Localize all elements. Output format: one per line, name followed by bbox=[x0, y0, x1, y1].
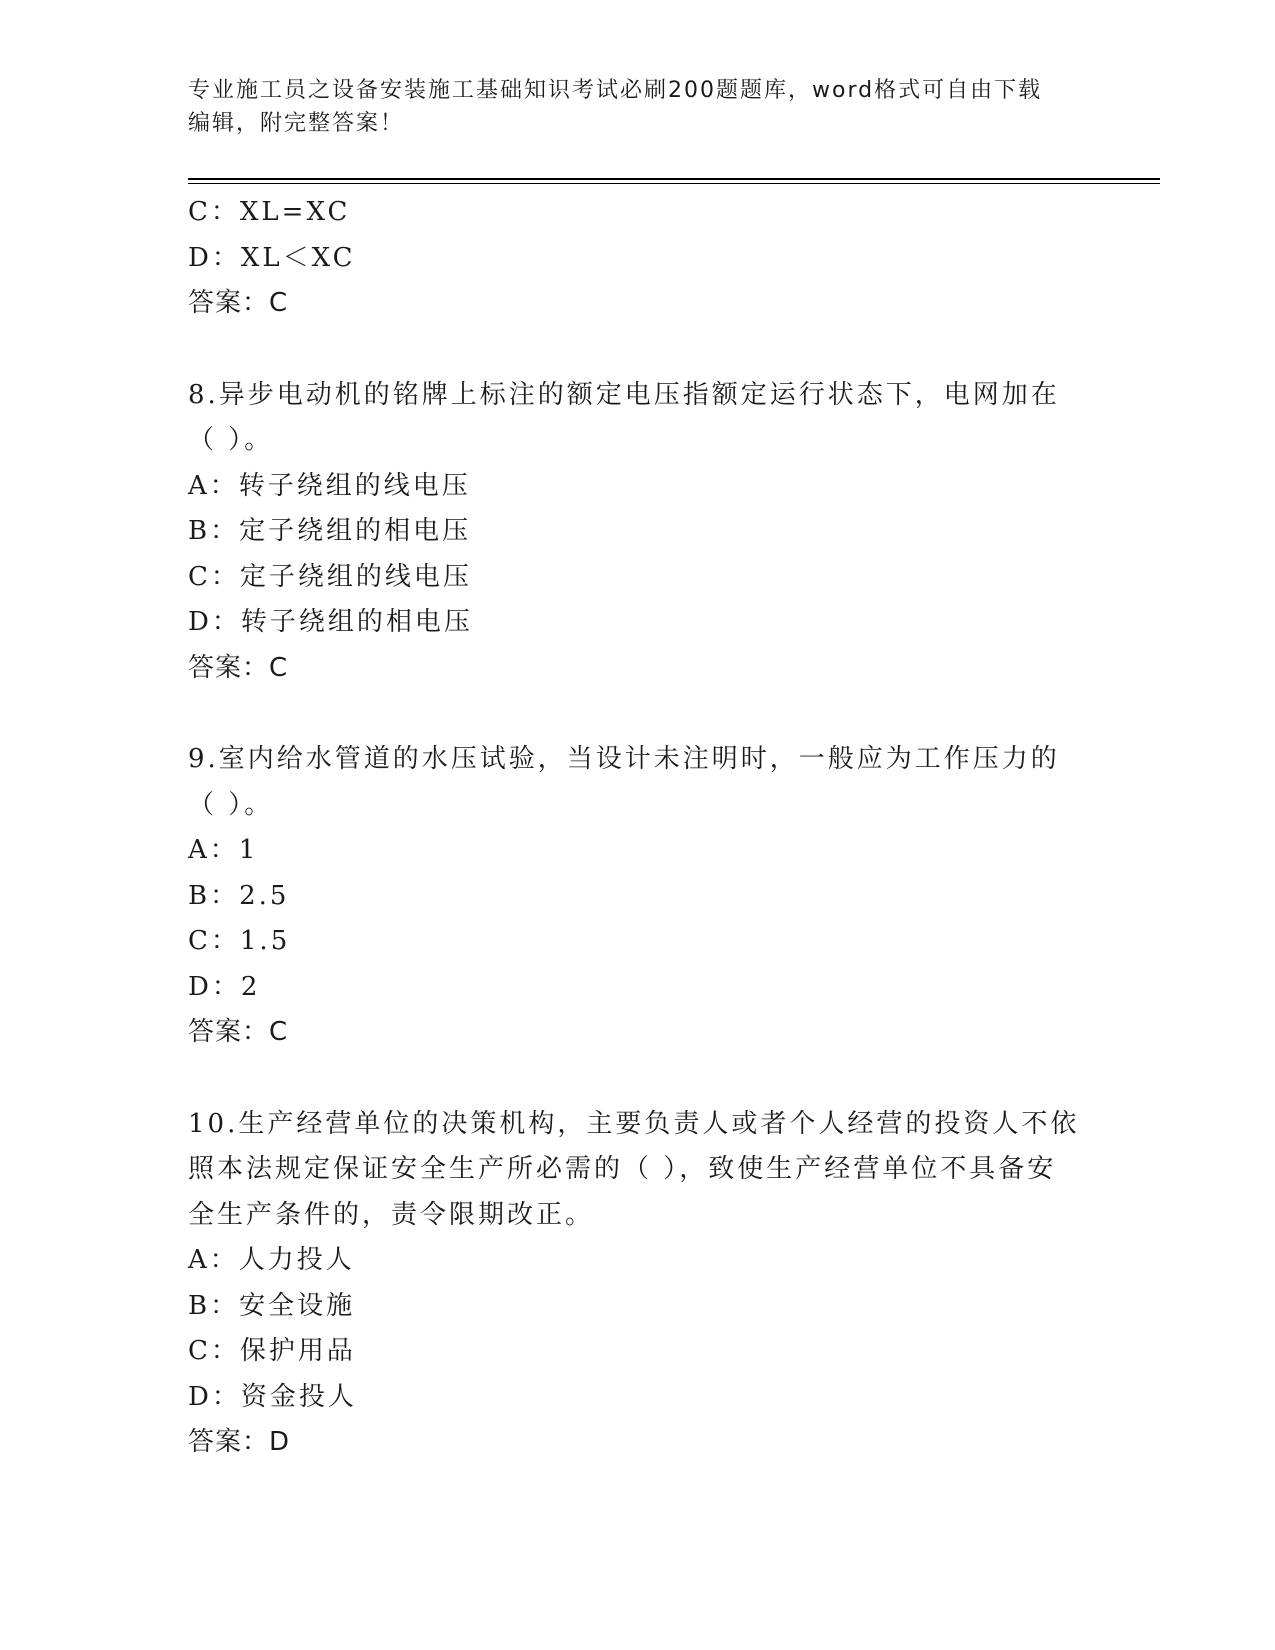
header-title-line-2: 编辑，附完整答案！ bbox=[188, 111, 405, 136]
question-stem: （ ）。 bbox=[188, 789, 274, 820]
option-d: D：XL＜XC bbox=[188, 242, 356, 273]
answer: 答案：C bbox=[188, 1017, 289, 1047]
question-8 bbox=[188, 373, 1088, 692]
option-d: D：2 bbox=[188, 971, 261, 1002]
answer: 答案：C bbox=[188, 652, 289, 683]
option-a: A：人力投人 bbox=[188, 1245, 355, 1275]
header-divider-thin bbox=[188, 183, 1160, 184]
option-b: B：定子绕组的相电压 bbox=[188, 516, 472, 546]
question-stem: 照本法规定保证安全生产所必需的（ ），致使生产经营单位不具备安 bbox=[188, 1154, 1057, 1184]
header-title-line-1: 专业施工员之设备安装施工基础知识考试必刷200题题库，word格式可自由下载 bbox=[188, 78, 1043, 103]
question-list bbox=[188, 190, 1088, 1466]
question-stem: 全生产条件的，责令限期改正。 bbox=[188, 1199, 595, 1230]
option-c: C：1.5 bbox=[188, 926, 291, 956]
option-b: B：安全设施 bbox=[188, 1290, 356, 1321]
question-7 bbox=[188, 190, 1088, 327]
option-d: D：资金投人 bbox=[188, 1381, 357, 1412]
question-9 bbox=[188, 737, 1088, 1056]
answer: 答案：C bbox=[188, 288, 289, 318]
question-stem: 10.生产经营单位的决策机构，主要负责人或者个人经营的投资人不依 bbox=[188, 1108, 1080, 1139]
option-d: D：转子绕组的相电压 bbox=[188, 607, 473, 637]
option-a: A：1 bbox=[188, 835, 259, 865]
option-a: A：转子绕组的线电压 bbox=[188, 470, 471, 501]
document-header bbox=[188, 74, 1068, 140]
option-b: B：2.5 bbox=[188, 880, 290, 911]
question-stem: 8.异步电动机的铭牌上标注的额定电压指额定运行状态下，电网加在 bbox=[188, 379, 1060, 410]
option-c: C：XL=XC bbox=[188, 197, 351, 227]
question-stem: 9.室内给水管道的水压试验，当设计未注明时，一般应为工作压力的 bbox=[188, 744, 1060, 774]
option-c: C：定子绕组的线电压 bbox=[188, 561, 472, 592]
option-c: C：保护用品 bbox=[188, 1336, 356, 1366]
answer: 答案：D bbox=[188, 1427, 291, 1457]
header-divider-thick bbox=[188, 178, 1160, 180]
question-10 bbox=[188, 1102, 1088, 1466]
question-stem: （ ）。 bbox=[188, 425, 274, 455]
